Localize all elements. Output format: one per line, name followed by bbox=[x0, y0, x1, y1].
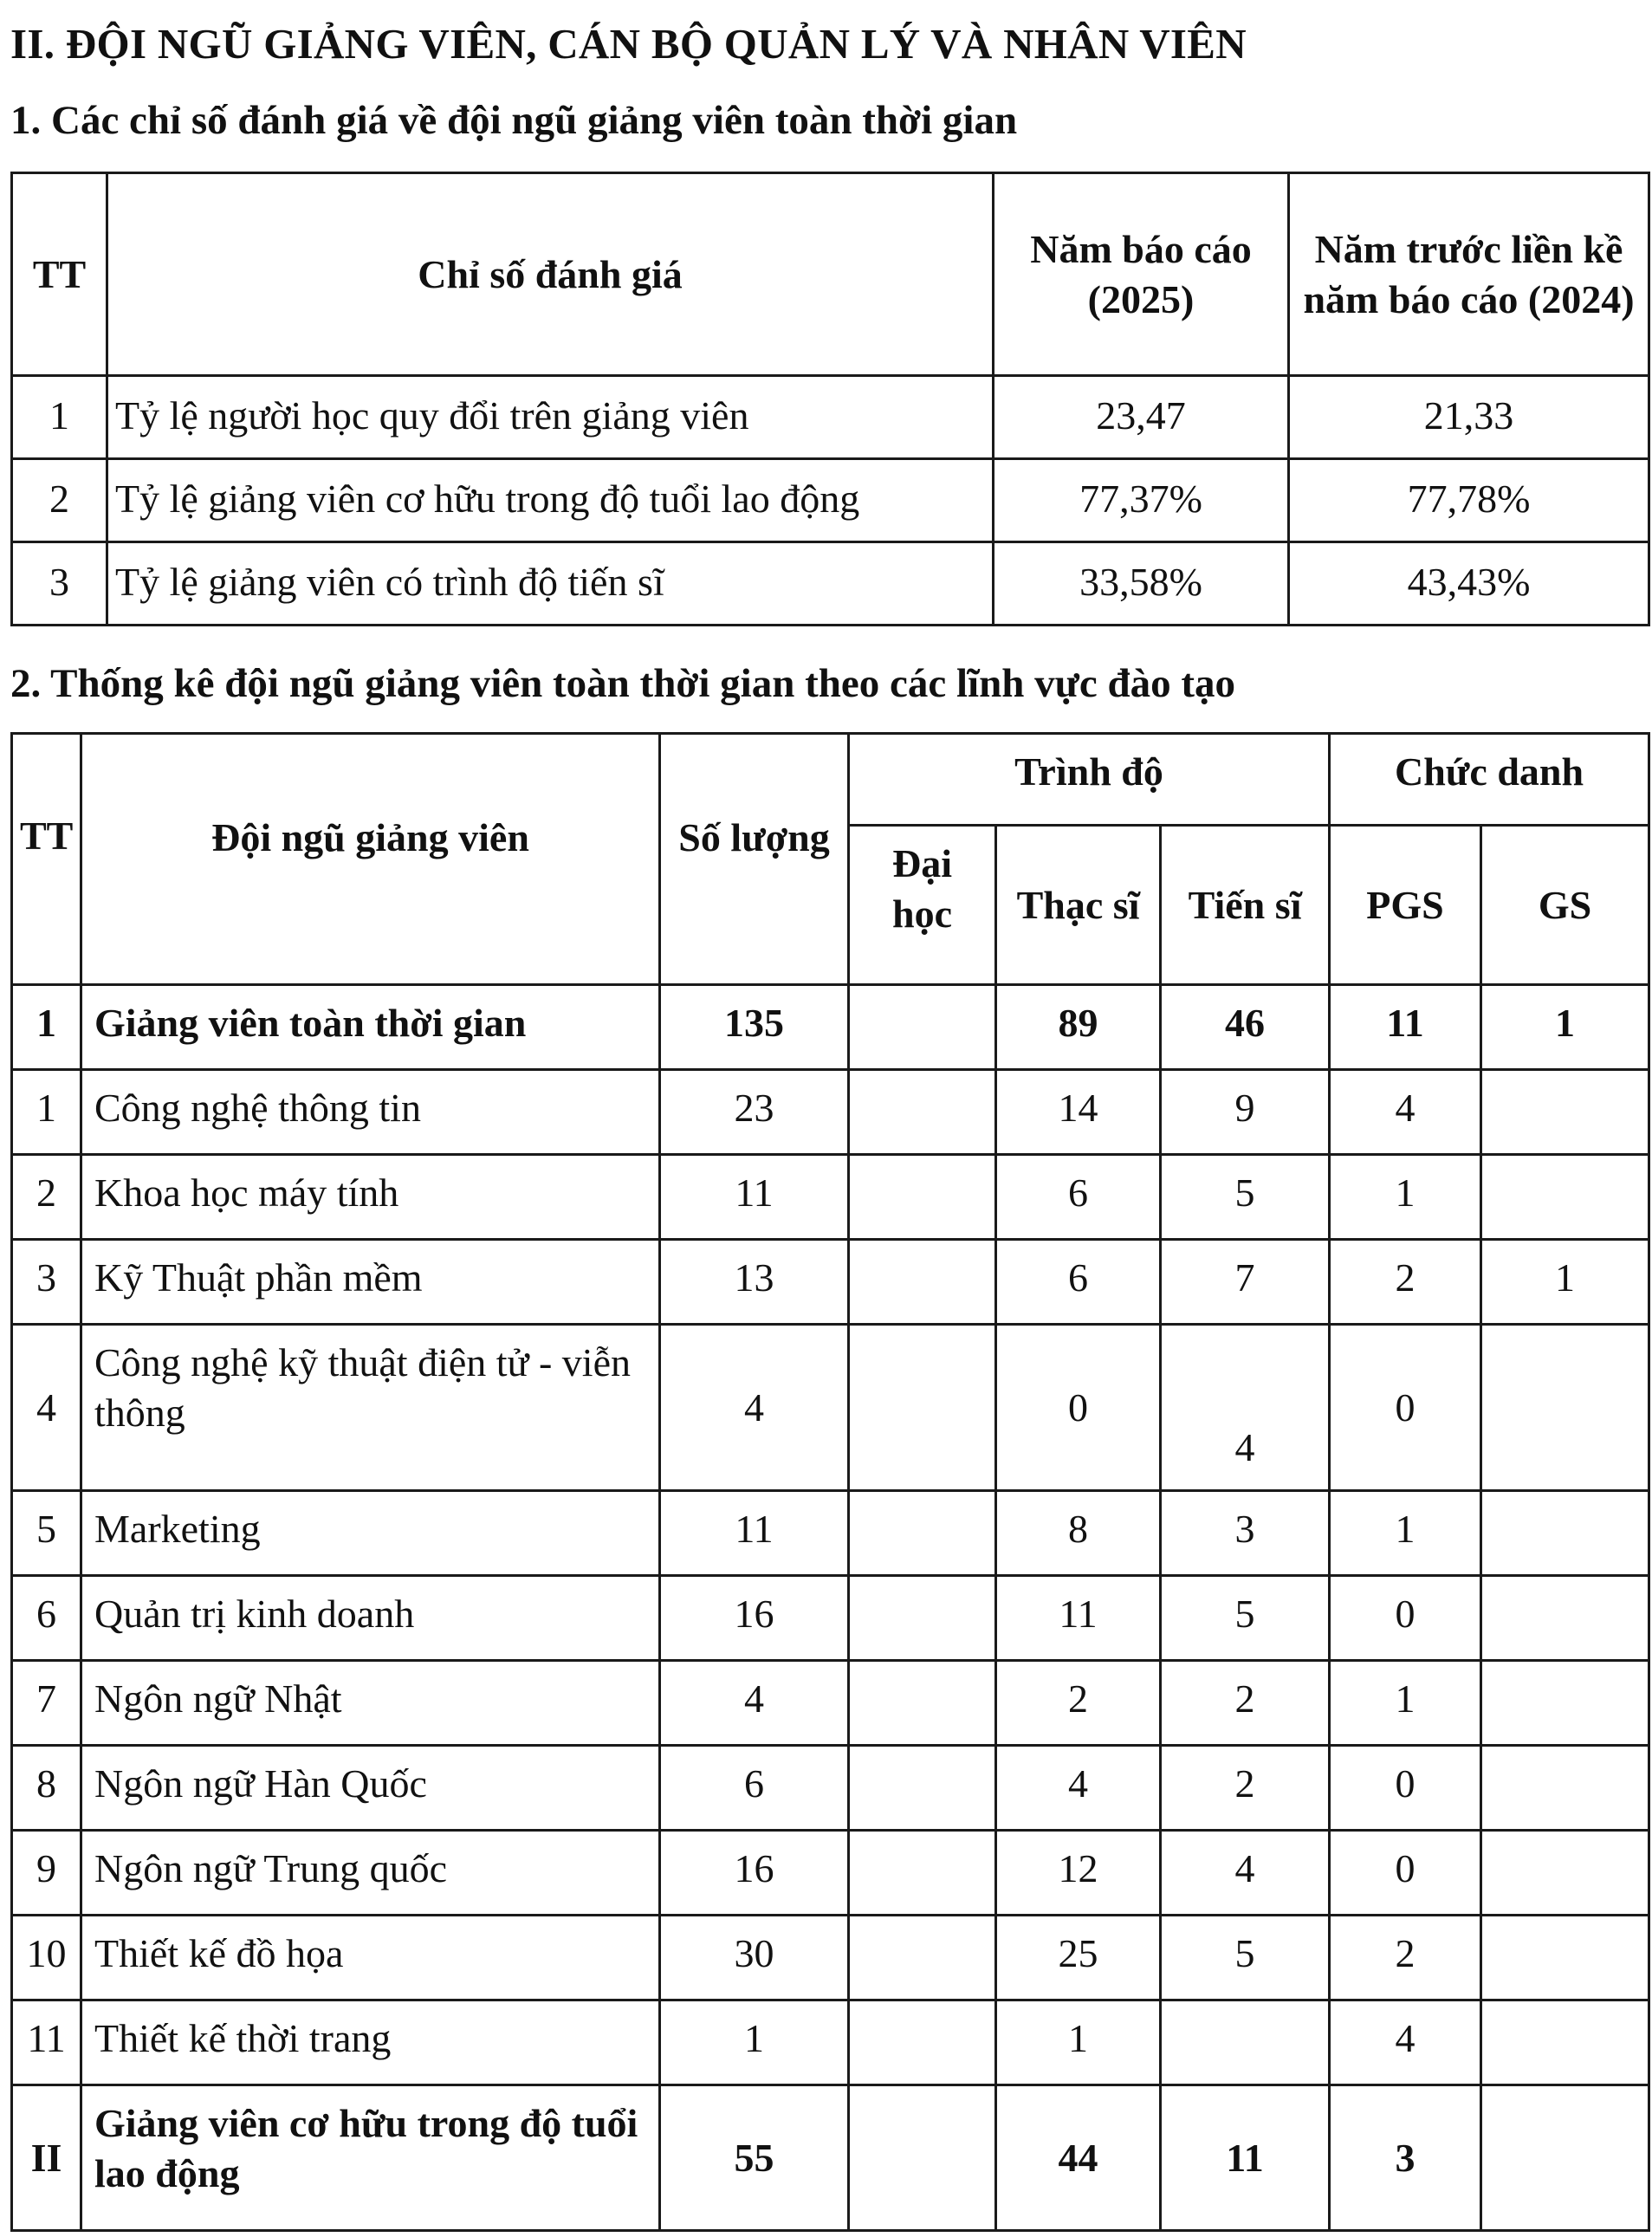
header-prev-year: Năm trước liền kề năm báo cáo (2024) bbox=[1289, 173, 1649, 376]
header-indicator: Chỉ số đánh giá bbox=[107, 173, 994, 376]
row-doctor: 4 bbox=[1161, 1325, 1330, 1491]
row-bachelor bbox=[849, 1661, 996, 1746]
row-doctor: 5 bbox=[1161, 1576, 1330, 1661]
row-tt: 7 bbox=[12, 1661, 81, 1746]
row-pgs: 0 bbox=[1330, 1325, 1481, 1491]
row-tt: 2 bbox=[12, 459, 107, 542]
row-tt: 4 bbox=[12, 1325, 81, 1491]
row-count: 6 bbox=[660, 1746, 849, 1831]
row-tt: 5 bbox=[12, 1491, 81, 1576]
table-row bbox=[12, 1491, 1649, 1576]
header-count: Số lượng bbox=[660, 734, 849, 985]
table-row bbox=[12, 1746, 1649, 1831]
table-row bbox=[12, 985, 1649, 1070]
row-master: 14 bbox=[996, 1070, 1161, 1155]
row-gs bbox=[1481, 1661, 1649, 1746]
row-gs bbox=[1481, 2085, 1649, 2231]
row-master: 11 bbox=[996, 1576, 1161, 1661]
row-master: 25 bbox=[996, 1916, 1161, 2000]
row-name: Công nghệ thông tin bbox=[81, 1070, 660, 1155]
table-row bbox=[12, 1661, 1649, 1746]
header-tt: TT bbox=[12, 173, 107, 376]
row-gs bbox=[1481, 1325, 1649, 1491]
row-gs: 1 bbox=[1481, 985, 1649, 1070]
row-tt: 10 bbox=[12, 1916, 81, 2000]
indicators-header-row bbox=[12, 173, 1649, 376]
row-doctor: 2 bbox=[1161, 1746, 1330, 1831]
header-master: Thạc sĩ bbox=[996, 826, 1161, 985]
row-pgs: 4 bbox=[1330, 1070, 1481, 1155]
row-doctor: 11 bbox=[1161, 2085, 1330, 2231]
row-master: 8 bbox=[996, 1491, 1161, 1576]
table-row bbox=[12, 376, 1649, 459]
row-pgs: 1 bbox=[1330, 1491, 1481, 1576]
row-master: 6 bbox=[996, 1155, 1161, 1240]
table-row bbox=[12, 1831, 1649, 1916]
row-name: Giảng viên cơ hữu trong độ tuổi lao động bbox=[81, 2085, 660, 2231]
table-row bbox=[12, 1325, 1649, 1491]
row-tt: 9 bbox=[12, 1831, 81, 1916]
row-gs bbox=[1481, 1746, 1649, 1831]
row-tt: 3 bbox=[12, 1240, 81, 1325]
row-name: Khoa học máy tính bbox=[81, 1155, 660, 1240]
row-master: 44 bbox=[996, 2085, 1161, 2231]
row-master: 6 bbox=[996, 1240, 1161, 1325]
faculty-table bbox=[10, 732, 1650, 2232]
row-pgs: 3 bbox=[1330, 2085, 1481, 2231]
row-doctor bbox=[1161, 2000, 1330, 2085]
table-row bbox=[12, 1576, 1649, 1661]
header-level: Trình độ bbox=[849, 734, 1330, 826]
row-2024: 43,43% bbox=[1289, 542, 1649, 626]
row-bachelor bbox=[849, 1325, 996, 1491]
row-bachelor bbox=[849, 1746, 996, 1831]
row-bachelor bbox=[849, 1491, 996, 1576]
row-tt: 2 bbox=[12, 1155, 81, 1240]
table-row bbox=[12, 459, 1649, 542]
row-master: 0 bbox=[996, 1325, 1161, 1491]
row-name: Công nghệ kỹ thuật điện tử - viễn thông bbox=[81, 1325, 660, 1491]
row-doctor: 4 bbox=[1161, 1831, 1330, 1916]
row-tt: 1 bbox=[12, 1070, 81, 1155]
row-pgs: 1 bbox=[1330, 1661, 1481, 1746]
header-title-group: Chức danh bbox=[1330, 734, 1649, 826]
row-tt: II bbox=[12, 2085, 81, 2231]
row-tt: 11 bbox=[12, 2000, 81, 2085]
section1-title: 1. Các chỉ số đánh giá về đội ngũ giảng viên toàn thời gian bbox=[10, 98, 1018, 143]
row-bachelor bbox=[849, 1916, 996, 2000]
row-pgs: 11 bbox=[1330, 985, 1481, 1070]
row-gs: 1 bbox=[1481, 1240, 1649, 1325]
row-bachelor bbox=[849, 1831, 996, 1916]
row-name: Marketing bbox=[81, 1491, 660, 1576]
row-doctor: 3 bbox=[1161, 1491, 1330, 1576]
row-bachelor bbox=[849, 1155, 996, 1240]
row-master: 1 bbox=[996, 2000, 1161, 2085]
row-pgs: 2 bbox=[1330, 1916, 1481, 2000]
row-gs bbox=[1481, 1916, 1649, 2000]
row-doctor: 2 bbox=[1161, 1661, 1330, 1746]
indicators-table bbox=[10, 172, 1650, 626]
row-gs bbox=[1481, 1576, 1649, 1661]
row-count: 1 bbox=[660, 2000, 849, 2085]
section-heading: II. ĐỘI NGŨ GIẢNG VIÊN, CÁN BỘ QUẢN LÝ VÀ NHÂN VIÊN bbox=[10, 20, 1247, 68]
row-count: 30 bbox=[660, 1916, 849, 2000]
row-tt: 8 bbox=[12, 1746, 81, 1831]
header-doctor: Tiến sĩ bbox=[1161, 826, 1330, 985]
header-gs: GS bbox=[1481, 826, 1649, 985]
row-gs bbox=[1481, 1831, 1649, 1916]
table-row bbox=[12, 1240, 1649, 1325]
row-bachelor bbox=[849, 2085, 996, 2231]
row-name: Thiết kế thời trang bbox=[81, 2000, 660, 2085]
row-2025: 77,37% bbox=[994, 459, 1289, 542]
row-gs bbox=[1481, 1155, 1649, 1240]
row-name: Ngôn ngữ Nhật bbox=[81, 1661, 660, 1746]
row-count: 135 bbox=[660, 985, 849, 1070]
row-tt: 3 bbox=[12, 542, 107, 626]
header-bachelor: Đại học bbox=[849, 826, 996, 985]
row-name: Ngôn ngữ Trung quốc bbox=[81, 1831, 660, 1916]
table-row bbox=[12, 1155, 1649, 1240]
row-bachelor bbox=[849, 1070, 996, 1155]
row-count: 13 bbox=[660, 1240, 849, 1325]
row-tt: 1 bbox=[12, 985, 81, 1070]
section2-title: 2. Thống kê đội ngũ giảng viên toàn thời gian theo các lĩnh vực đào tạo bbox=[10, 661, 1235, 706]
header-pgs: PGS bbox=[1330, 826, 1481, 985]
row-name: Kỹ Thuật phần mềm bbox=[81, 1240, 660, 1325]
header-tt: TT bbox=[12, 734, 81, 985]
row-count: 4 bbox=[660, 1661, 849, 1746]
row-gs bbox=[1481, 1070, 1649, 1155]
table-row bbox=[12, 2085, 1649, 2231]
row-count: 11 bbox=[660, 1155, 849, 1240]
row-count: 16 bbox=[660, 1831, 849, 1916]
row-master: 2 bbox=[996, 1661, 1161, 1746]
row-name: Tỷ lệ giảng viên cơ hữu trong độ tuổi lao động bbox=[107, 459, 994, 542]
row-count: 23 bbox=[660, 1070, 849, 1155]
header-report-year: Năm báo cáo (2025) bbox=[994, 173, 1289, 376]
row-bachelor bbox=[849, 2000, 996, 2085]
faculty-header-row-1 bbox=[12, 734, 1649, 826]
row-doctor: 5 bbox=[1161, 1155, 1330, 1240]
row-count: 11 bbox=[660, 1491, 849, 1576]
row-pgs: 0 bbox=[1330, 1746, 1481, 1831]
row-pgs: 0 bbox=[1330, 1576, 1481, 1661]
table-row bbox=[12, 542, 1649, 626]
row-bachelor bbox=[849, 985, 996, 1070]
row-name: Ngôn ngữ Hàn Quốc bbox=[81, 1746, 660, 1831]
row-pgs: 1 bbox=[1330, 1155, 1481, 1240]
row-count: 55 bbox=[660, 2085, 849, 2231]
row-pgs: 2 bbox=[1330, 1240, 1481, 1325]
table-row bbox=[12, 2000, 1649, 2085]
row-name: Giảng viên toàn thời gian bbox=[81, 985, 660, 1070]
header-staff: Đội ngũ giảng viên bbox=[81, 734, 660, 985]
row-master: 12 bbox=[996, 1831, 1161, 1916]
row-doctor: 5 bbox=[1161, 1916, 1330, 2000]
row-name: Tỷ lệ người học quy đổi trên giảng viên bbox=[107, 376, 994, 459]
row-2025: 23,47 bbox=[994, 376, 1289, 459]
row-doctor: 46 bbox=[1161, 985, 1330, 1070]
row-gs bbox=[1481, 2000, 1649, 2085]
row-name: Thiết kế đồ họa bbox=[81, 1916, 660, 2000]
row-name: Quản trị kinh doanh bbox=[81, 1576, 660, 1661]
row-2024: 21,33 bbox=[1289, 376, 1649, 459]
row-count: 16 bbox=[660, 1576, 849, 1661]
row-master: 4 bbox=[996, 1746, 1161, 1831]
row-gs bbox=[1481, 1491, 1649, 1576]
row-bachelor bbox=[849, 1240, 996, 1325]
row-pgs: 0 bbox=[1330, 1831, 1481, 1916]
row-pgs: 4 bbox=[1330, 2000, 1481, 2085]
row-doctor: 9 bbox=[1161, 1070, 1330, 1155]
row-count: 4 bbox=[660, 1325, 849, 1491]
row-doctor: 7 bbox=[1161, 1240, 1330, 1325]
row-name: Tỷ lệ giảng viên có trình độ tiến sĩ bbox=[107, 542, 994, 626]
row-master: 89 bbox=[996, 985, 1161, 1070]
row-bachelor bbox=[849, 1576, 996, 1661]
table-row bbox=[12, 1070, 1649, 1155]
row-2025: 33,58% bbox=[994, 542, 1289, 626]
row-tt: 1 bbox=[12, 376, 107, 459]
row-tt: 6 bbox=[12, 1576, 81, 1661]
row-2024: 77,78% bbox=[1289, 459, 1649, 542]
table-row bbox=[12, 1916, 1649, 2000]
